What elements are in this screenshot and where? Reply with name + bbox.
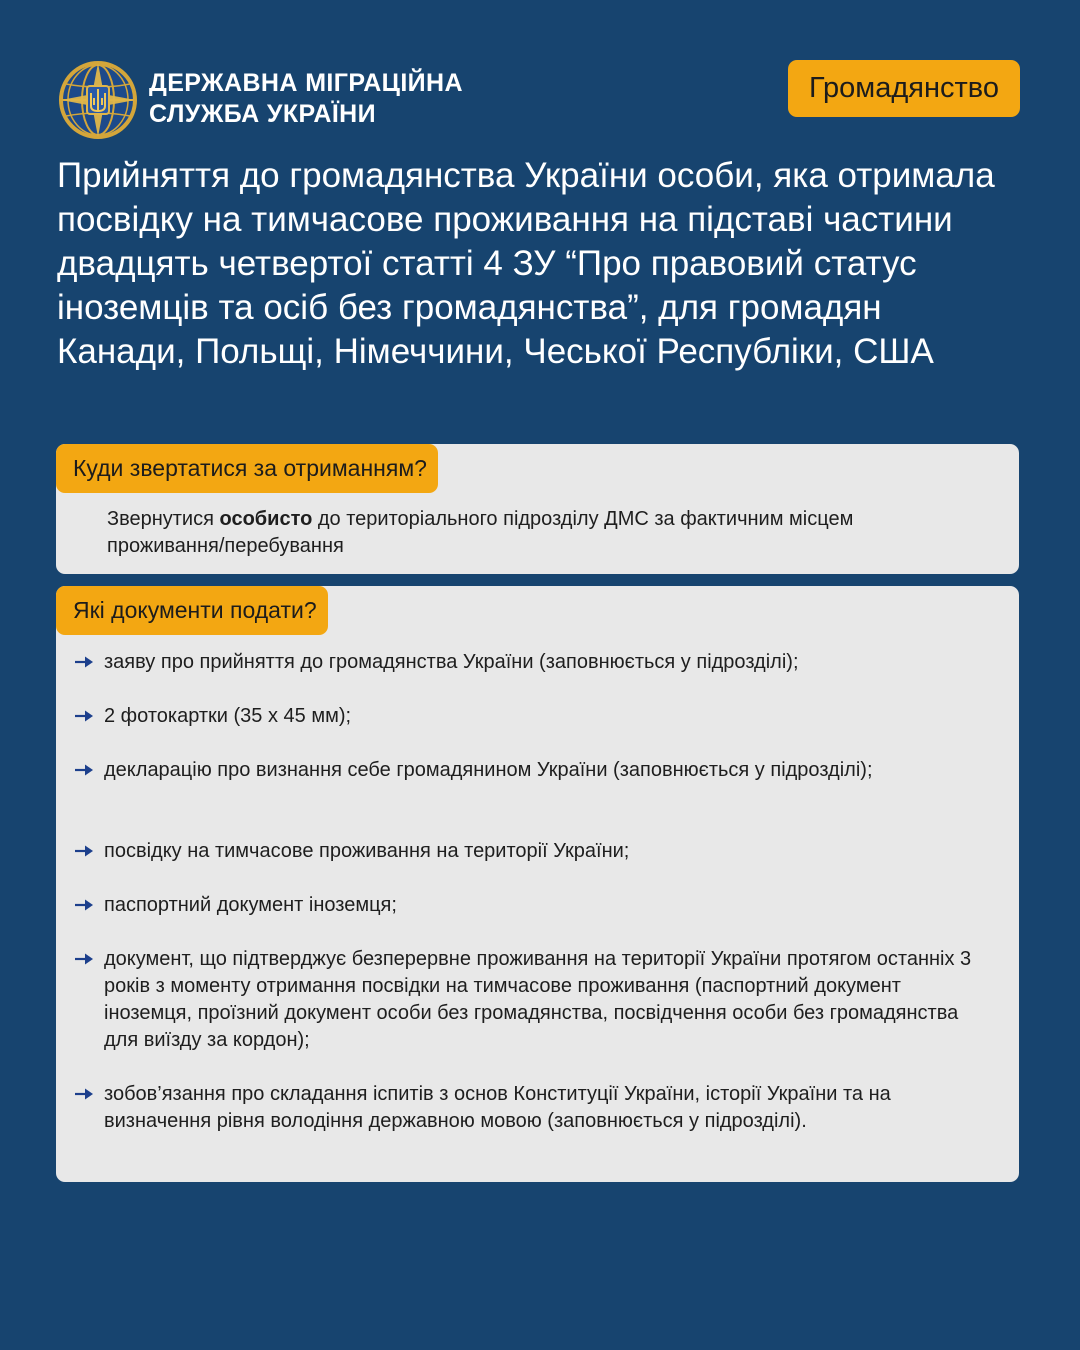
category-badge: Громадянство <box>788 60 1020 117</box>
document-item-text: 2 фотокартки (35 х 45 мм); <box>104 705 352 727</box>
document-item-text: зобов’язання про складання іспитів з основ Конституції України, історії України та на визначення рівня володіння державною мовою (заповнюється у підрозділі). <box>104 1083 891 1132</box>
documents-card <box>56 586 1019 1182</box>
document-item-text: паспортний документ іноземця; <box>104 894 397 916</box>
documents-label: Які документи подати? <box>56 586 328 635</box>
where-to-apply-text <box>107 506 967 560</box>
document-item-text: документ, що підтверджує безперервне проживання на території України протягом останніх 3 років з моменту отримання посвідки на тимчасове проживання (паспортний документ іноземця, проїзний документ особи без громадянства, посвідчення особи без громадянства для виїзду за кордон); <box>104 948 972 1051</box>
header <box>58 60 1022 140</box>
org-name-line1: ДЕРЖАВНА МІГРАЦІЙНА <box>149 69 463 97</box>
organization-name <box>149 68 463 130</box>
list-item <box>74 757 994 784</box>
list-item <box>74 892 994 919</box>
list-item <box>74 703 994 730</box>
where-to-apply-label: Куди звертатися за отриманням? <box>56 444 438 493</box>
org-name-line2: СЛУЖБА УКРАЇНИ <box>149 100 376 128</box>
where-text-before: Звернутися <box>107 508 220 530</box>
arrow-right-icon <box>74 898 94 912</box>
arrow-right-icon <box>74 655 94 669</box>
list-item <box>74 946 994 1054</box>
list-item <box>74 838 994 865</box>
arrow-right-icon <box>74 1087 94 1101</box>
page-title: Прийняття до громадянства України особи, яка отримала посвідку на тимчасове проживання на підставі частини двадцять четвертої статті 4 ЗУ “Про правовий статус іноземців та осіб без громадянства”, для громадян Канади, Польщі, Німеччини, Чеської Республіки, США <box>57 156 995 371</box>
arrow-right-icon <box>74 763 94 777</box>
arrow-right-icon <box>74 952 94 966</box>
list-item <box>74 1081 994 1135</box>
where-text-after: до територіального підрозділу ДМС за фактичним місцем проживання/перебування <box>107 508 854 557</box>
list-item <box>74 649 994 676</box>
arrow-right-icon <box>74 709 94 723</box>
emblem-globe-trident-icon <box>58 60 138 140</box>
document-item-text: посвідку на тимчасове проживання на території України; <box>104 840 630 862</box>
where-to-apply-card <box>56 444 1019 574</box>
arrow-right-icon <box>74 844 94 858</box>
where-text-bold: особисто <box>219 508 313 530</box>
document-item-text: декларацію про визнання себе громадянином України (заповнюється у підрозділі); <box>104 759 873 781</box>
document-item-text: заяву про прийняття до громадянства України (заповнюється у підрозділі); <box>104 651 799 673</box>
